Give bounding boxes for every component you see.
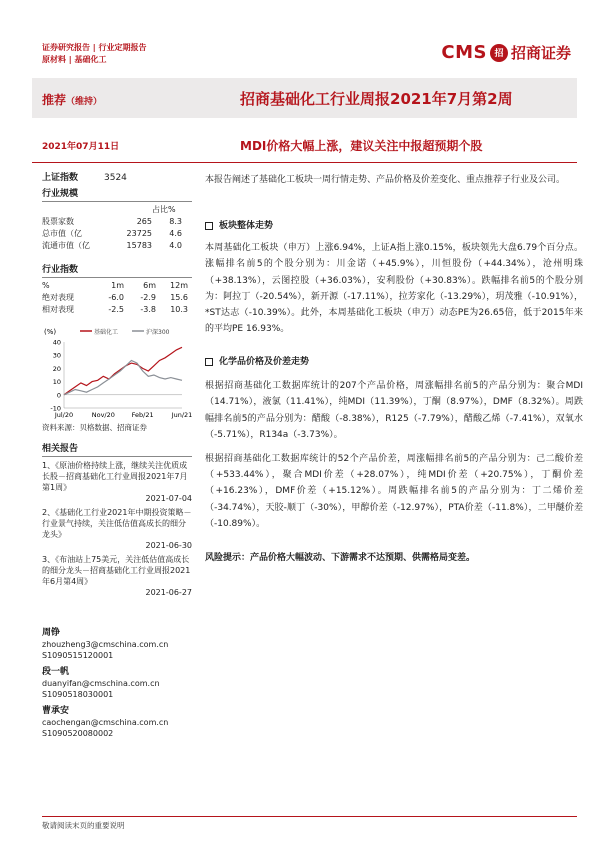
section-2-text-1: 根据招商基础化工数据库统计的207个产品价格，周涨幅排名前5的产品分别为：聚合MDI（14.71%），液氯（11.41%），纯MDI（11.39%），丁酮（8.97%），DMF（8.32%）。周跌幅排名前5的产品分别为：醋酸（-8.38%），R125（-7.79%），醋酸乙烯（-7.41%），双氧水（-5.71%），R134a（-3.73%）。 bbox=[205, 381, 583, 440]
section-2-heading bbox=[205, 354, 583, 370]
related-title: 相关报告 bbox=[42, 444, 79, 454]
section-2-title: 化学品价格及价差走势 bbox=[219, 357, 310, 367]
y-tick-label: 20 bbox=[52, 364, 61, 373]
analyst-name: 曹承安 bbox=[42, 706, 70, 716]
perf-v1: -2.5 bbox=[108, 305, 124, 314]
perf-row bbox=[42, 304, 192, 316]
scale-value: 23725 bbox=[126, 229, 152, 238]
scale-label: 股票家数 bbox=[42, 217, 74, 226]
perf-header: 12m bbox=[170, 281, 188, 290]
scale-pct: 4.6 bbox=[169, 229, 182, 238]
risk-note: 风险提示：产品价格大幅波动、下游需求不达预期、供需格局变差。 bbox=[205, 553, 476, 563]
section-1-heading bbox=[205, 218, 583, 234]
square-bullet-icon bbox=[205, 358, 213, 366]
perf-v2: -2.9 bbox=[140, 293, 156, 302]
y-tick-label: 40 bbox=[52, 338, 61, 347]
y-tick-label: 0 bbox=[56, 391, 61, 400]
perf-label: 绝对表现 bbox=[42, 293, 74, 302]
logo-text: CMS bbox=[441, 42, 487, 63]
series-line-沪深300 bbox=[64, 361, 182, 395]
perf-header-row bbox=[42, 280, 192, 292]
logo-cn: 招商证券 bbox=[510, 44, 571, 62]
logo-badge-icon: 招 bbox=[490, 44, 508, 62]
report-title: 招商基础化工行业周报2021年7月第2周 bbox=[240, 90, 513, 108]
sector-line: 原材料 | 基础化工 bbox=[42, 55, 107, 64]
cms-logo bbox=[441, 42, 571, 63]
perf-row bbox=[42, 292, 192, 304]
section-1 bbox=[205, 218, 583, 337]
related-report bbox=[42, 554, 192, 598]
related-report-date: 2021-06-27 bbox=[145, 588, 192, 597]
rating-sub: （维持） bbox=[66, 97, 103, 107]
analyst-list bbox=[42, 628, 192, 739]
y-tick-label: 10 bbox=[52, 378, 61, 387]
scale-row bbox=[42, 228, 192, 240]
legend-label: 沪深300 bbox=[146, 329, 170, 336]
analyst-id: S1090515120001 bbox=[42, 651, 114, 660]
perf-header: 6m bbox=[143, 281, 156, 290]
related-report-date: 2021-07-04 bbox=[145, 494, 192, 503]
footer-note: 敬请阅读末页的重要说明 bbox=[42, 821, 125, 830]
perf-v2: -3.8 bbox=[140, 305, 156, 314]
section-2 bbox=[205, 354, 583, 532]
scale-value: 15783 bbox=[126, 241, 152, 250]
analyst bbox=[42, 667, 192, 700]
scale-value: 265 bbox=[136, 217, 152, 226]
related-report-title: 2、《基础化工行业2021年中期投资策略－行业景气持续，关注低估值高成长的细分龙头》 bbox=[42, 508, 192, 539]
related-report bbox=[42, 507, 192, 551]
x-tick-label: Jun/21 bbox=[171, 411, 192, 419]
related-report-title: 1、《原油价格持续上涨，继续关注优质成长股－招商基础化工行业周报2021年7月第1周》 bbox=[42, 461, 188, 492]
scale-header: 占比% bbox=[152, 205, 176, 214]
scale-pct: 8.3 bbox=[169, 217, 182, 226]
report-date: 2021年07月11日 bbox=[42, 142, 120, 152]
section-1-text: 本周基础化工板块（申万）上涨6.94%，上证A指上涨0.15%，板块领先大盘6.79个百分点。涨幅排名前5的个股分别为：川金诺（+45.9%），川恒股份（+44.34%），沧州明珠（+38.13%），云图控股（+36.03%），安利股份（+30.83%）。跌幅排名前5的个股分别为：阿拉丁（-20.54%），新开源（-17.11%），拉芳家化（-13.29%），玥茂雅（-10.91%），*ST达志（-10.39%）。此外，本周基础化工板块（申万）动态PE为26.65倍，低于2015年来的平均PE 16.93%。 bbox=[205, 243, 583, 335]
left-sidebar bbox=[42, 172, 192, 739]
perf-header: % bbox=[42, 281, 50, 290]
perf-header: 1m bbox=[111, 281, 124, 290]
analyst-id: S1090518030001 bbox=[42, 690, 114, 699]
perf-table bbox=[42, 280, 192, 316]
header-divider bbox=[32, 162, 577, 163]
report-category bbox=[42, 42, 147, 66]
scale-row bbox=[42, 216, 192, 228]
square-bullet-icon bbox=[205, 222, 213, 230]
analyst bbox=[42, 706, 192, 739]
performance-chart bbox=[42, 320, 192, 420]
y-axis-label: (%) bbox=[44, 328, 57, 336]
perf-v3: 10.3 bbox=[170, 305, 188, 314]
scale-table bbox=[42, 216, 192, 252]
perf-v1: -6.0 bbox=[108, 293, 124, 302]
report-type-line: 证券研究报告 | 行业定期报告 bbox=[42, 43, 147, 52]
scale-title: 行业规模 bbox=[42, 189, 79, 199]
analyst-id: S1090520080002 bbox=[42, 729, 114, 738]
y-tick-label: -10 bbox=[50, 404, 61, 413]
analyst-email[interactable]: duanyifan@cmschina.com.cn bbox=[42, 679, 160, 688]
analyst-email[interactable]: caochengan@cmschina.com.cn bbox=[42, 718, 169, 727]
legend-label: 基础化工 bbox=[94, 329, 119, 336]
analyst-name: 周铮 bbox=[42, 628, 61, 638]
report-subtitle: MDI价格大幅上涨，建议关注中报超预期个股 bbox=[240, 139, 483, 153]
analyst-email[interactable]: zhouzheng3@cmschina.com.cn bbox=[42, 640, 169, 649]
y-tick-label: 30 bbox=[52, 351, 61, 360]
index-value: 3524 bbox=[104, 173, 127, 183]
series-line-基础化工 bbox=[64, 347, 182, 395]
section-1-title: 板块整体走势 bbox=[219, 221, 274, 231]
footer-divider bbox=[42, 816, 577, 817]
x-tick-label: Jul/20 bbox=[54, 411, 74, 419]
x-tick-label: Nov/20 bbox=[91, 411, 115, 419]
index-label: 上证指数 bbox=[42, 173, 79, 183]
analyst bbox=[42, 628, 192, 661]
rating-label: 推荐 bbox=[42, 93, 67, 107]
related-reports bbox=[42, 460, 192, 598]
section-2-text-2: 根据招商基础化工数据库统计的52个产品价差，周涨幅排名前5的产品分别为：己二酸价差（+533.44%），聚合MDI价差（+28.07%），纯MDI价差（+20.75%），丁酮价差（+16.23%），DMF价差（+15.12%）。周跌幅排名前5的产品分别为：丁二烯价差（-34.74%），天胶-顺丁（-30%），甲醇价差（-12.97%），PTA价差（-11.8%），二甲醚价差（-10.89%）。 bbox=[205, 454, 583, 529]
scale-row bbox=[42, 240, 192, 252]
x-tick-label: Feb/21 bbox=[131, 411, 154, 419]
related-report-date: 2021-06-30 bbox=[145, 541, 192, 550]
intro-paragraph: 本报告阐述了基础化工板块一周行情走势、产品价格及价差变化、重点推荐子行业及公司。 bbox=[205, 175, 566, 185]
perf-v3: 15.6 bbox=[170, 293, 188, 302]
rating bbox=[42, 91, 102, 108]
related-report-title: 3、《布油站上75美元，关注低估值高成长的细分龙头－招商基础化工行业周报2021年6月第4周》 bbox=[42, 555, 191, 586]
scale-label: 流通市值（亿 bbox=[42, 241, 90, 250]
scale-pct: 4.0 bbox=[169, 241, 182, 250]
scale-label: 总市值（亿 bbox=[42, 229, 82, 238]
related-report bbox=[42, 460, 192, 504]
perf-label: 相对表现 bbox=[42, 305, 74, 314]
chart-source: 资料来源：贝格数据、招商证券 bbox=[42, 423, 147, 432]
analyst-name: 段一帆 bbox=[42, 667, 70, 677]
perf-title: 行业指数 bbox=[42, 265, 79, 275]
